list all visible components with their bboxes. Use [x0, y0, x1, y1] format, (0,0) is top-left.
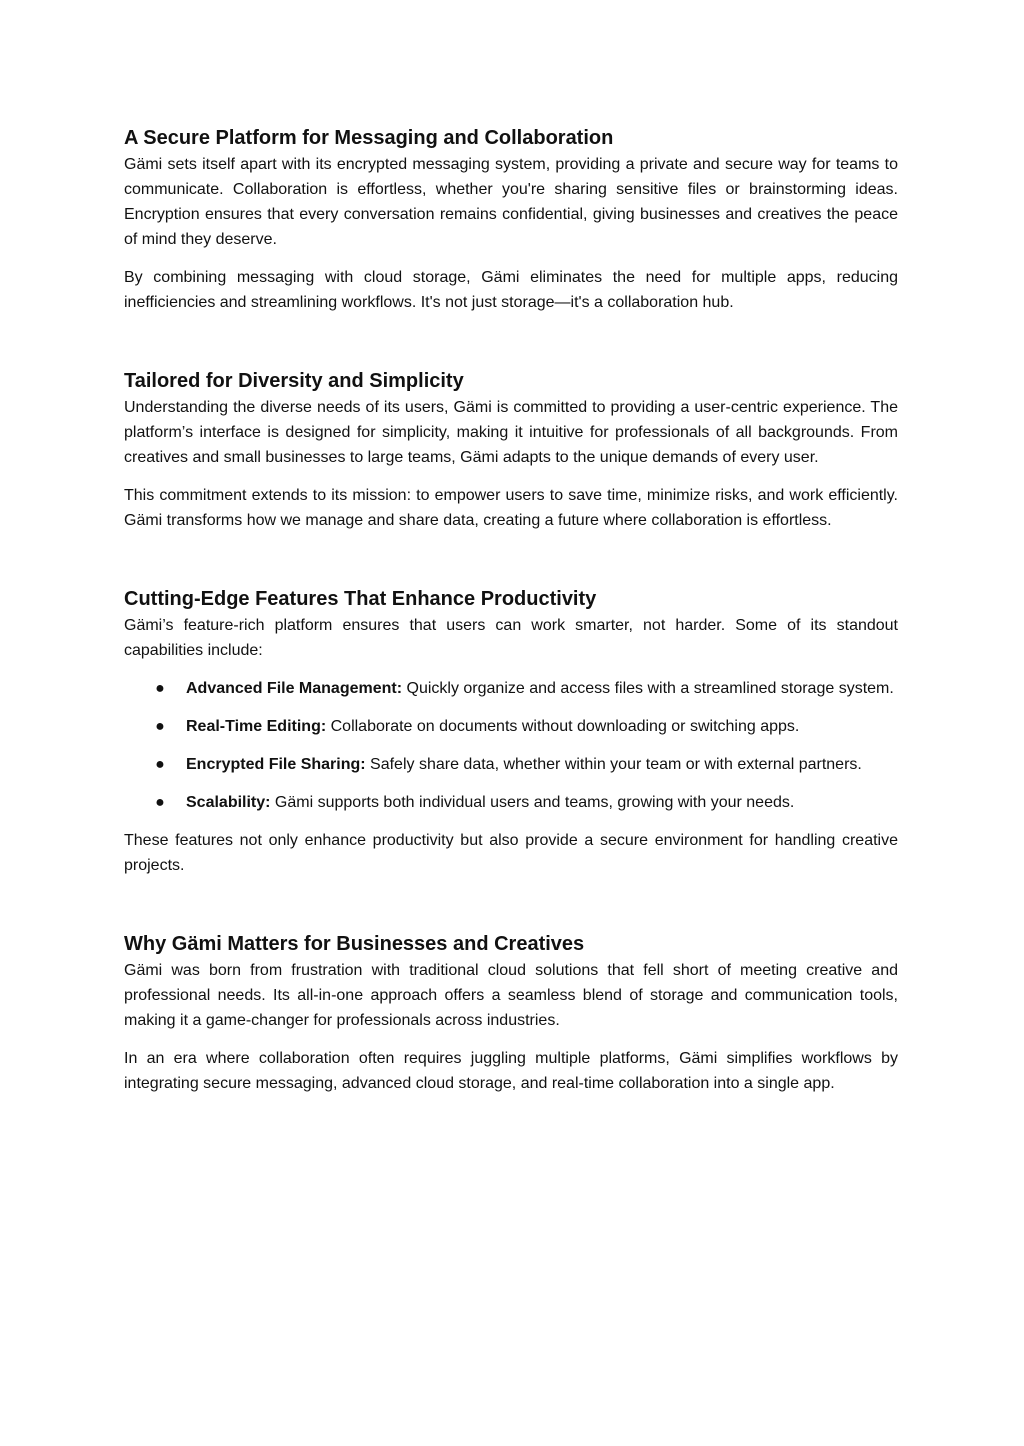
- feature-label: Real-Time Editing:: [186, 718, 327, 735]
- feature-list: [124, 676, 898, 815]
- section-paragraph: In an era where collaboration often requires juggling multiple platforms, Gämi simplifies workflows by integrating secure messaging, advanced cloud storage, and real-time collaboration into a single app.: [124, 1050, 898, 1092]
- feature-item: [124, 752, 898, 777]
- feature-label: Advanced File Management:: [186, 680, 403, 697]
- feature-label: Scalability:: [186, 794, 271, 811]
- bullet-icon: ●: [155, 794, 165, 811]
- section-paragraph: Gämi sets itself apart with its encrypted messaging system, providing a private and secure way for teams to communicate. Collaboration is effortless, whether you're sharing sensitive files or brainstorming ideas. Encryption ensures that every conversation remains confidential, giving businesses and creatives the peace of mind they deserve.: [124, 156, 898, 248]
- section-heading: Cutting-Edge Features That Enhance Productivity: [124, 588, 597, 610]
- feature-text: Safely share data, whether within your team or with external partners.: [365, 756, 862, 773]
- section-outro: These features not only enhance productivity but also provide a secure environment for handling creative projects.: [124, 832, 898, 874]
- feature-text: Gämi supports both individual users and teams, growing with your needs.: [270, 794, 795, 811]
- section-heading: Why Gämi Matters for Businesses and Creatives: [124, 933, 585, 955]
- document-page: [124, 124, 898, 1096]
- feature-item: [124, 714, 898, 739]
- section-secure-platform: [124, 124, 898, 315]
- feature-item: [124, 790, 898, 815]
- feature-text: Quickly organize and access files with a streamlined storage system.: [402, 680, 894, 697]
- section-features: [124, 585, 898, 878]
- section-paragraph: By combining messaging with cloud storage, Gämi eliminates the need for multiple apps, reducing inefficiencies and streamlining workflows. It's not just storage—it's a collaboration hub.: [124, 269, 898, 311]
- bullet-icon: ●: [155, 718, 165, 735]
- section-heading: A Secure Platform for Messaging and Collaboration: [124, 127, 614, 149]
- section-intro: Gämi’s feature-rich platform ensures that users can work smarter, not harder. Some of its standout capabilities include:: [124, 617, 898, 659]
- bullet-icon: ●: [155, 680, 165, 697]
- feature-item: [124, 676, 898, 701]
- section-tailored: [124, 367, 898, 533]
- section-paragraph: This commitment extends to its mission: to empower users to save time, minimize risks, and work efficiently. Gämi transforms how we manage and share data, creating a future where collaboration is effortless.: [124, 487, 898, 529]
- bullet-icon: ●: [155, 756, 165, 773]
- feature-label: Encrypted File Sharing:: [186, 756, 366, 773]
- feature-text: Collaborate on documents without downloading or switching apps.: [326, 718, 800, 735]
- section-why-gami: [124, 930, 898, 1096]
- section-paragraph: Gämi was born from frustration with traditional cloud solutions that fell short of meeting creative and professional needs. Its all-in-one approach offers a seamless blend of storage and communication tools, making it a game-changer for professionals across industries.: [124, 962, 898, 1029]
- section-paragraph: Understanding the diverse needs of its users, Gämi is committed to providing a user-centric experience. The platform’s interface is designed for simplicity, making it intuitive for professionals of all backgrounds. From creatives and small businesses to large teams, Gämi adapts to the unique demands of every user.: [124, 399, 898, 466]
- section-heading: Tailored for Diversity and Simplicity: [124, 370, 464, 392]
